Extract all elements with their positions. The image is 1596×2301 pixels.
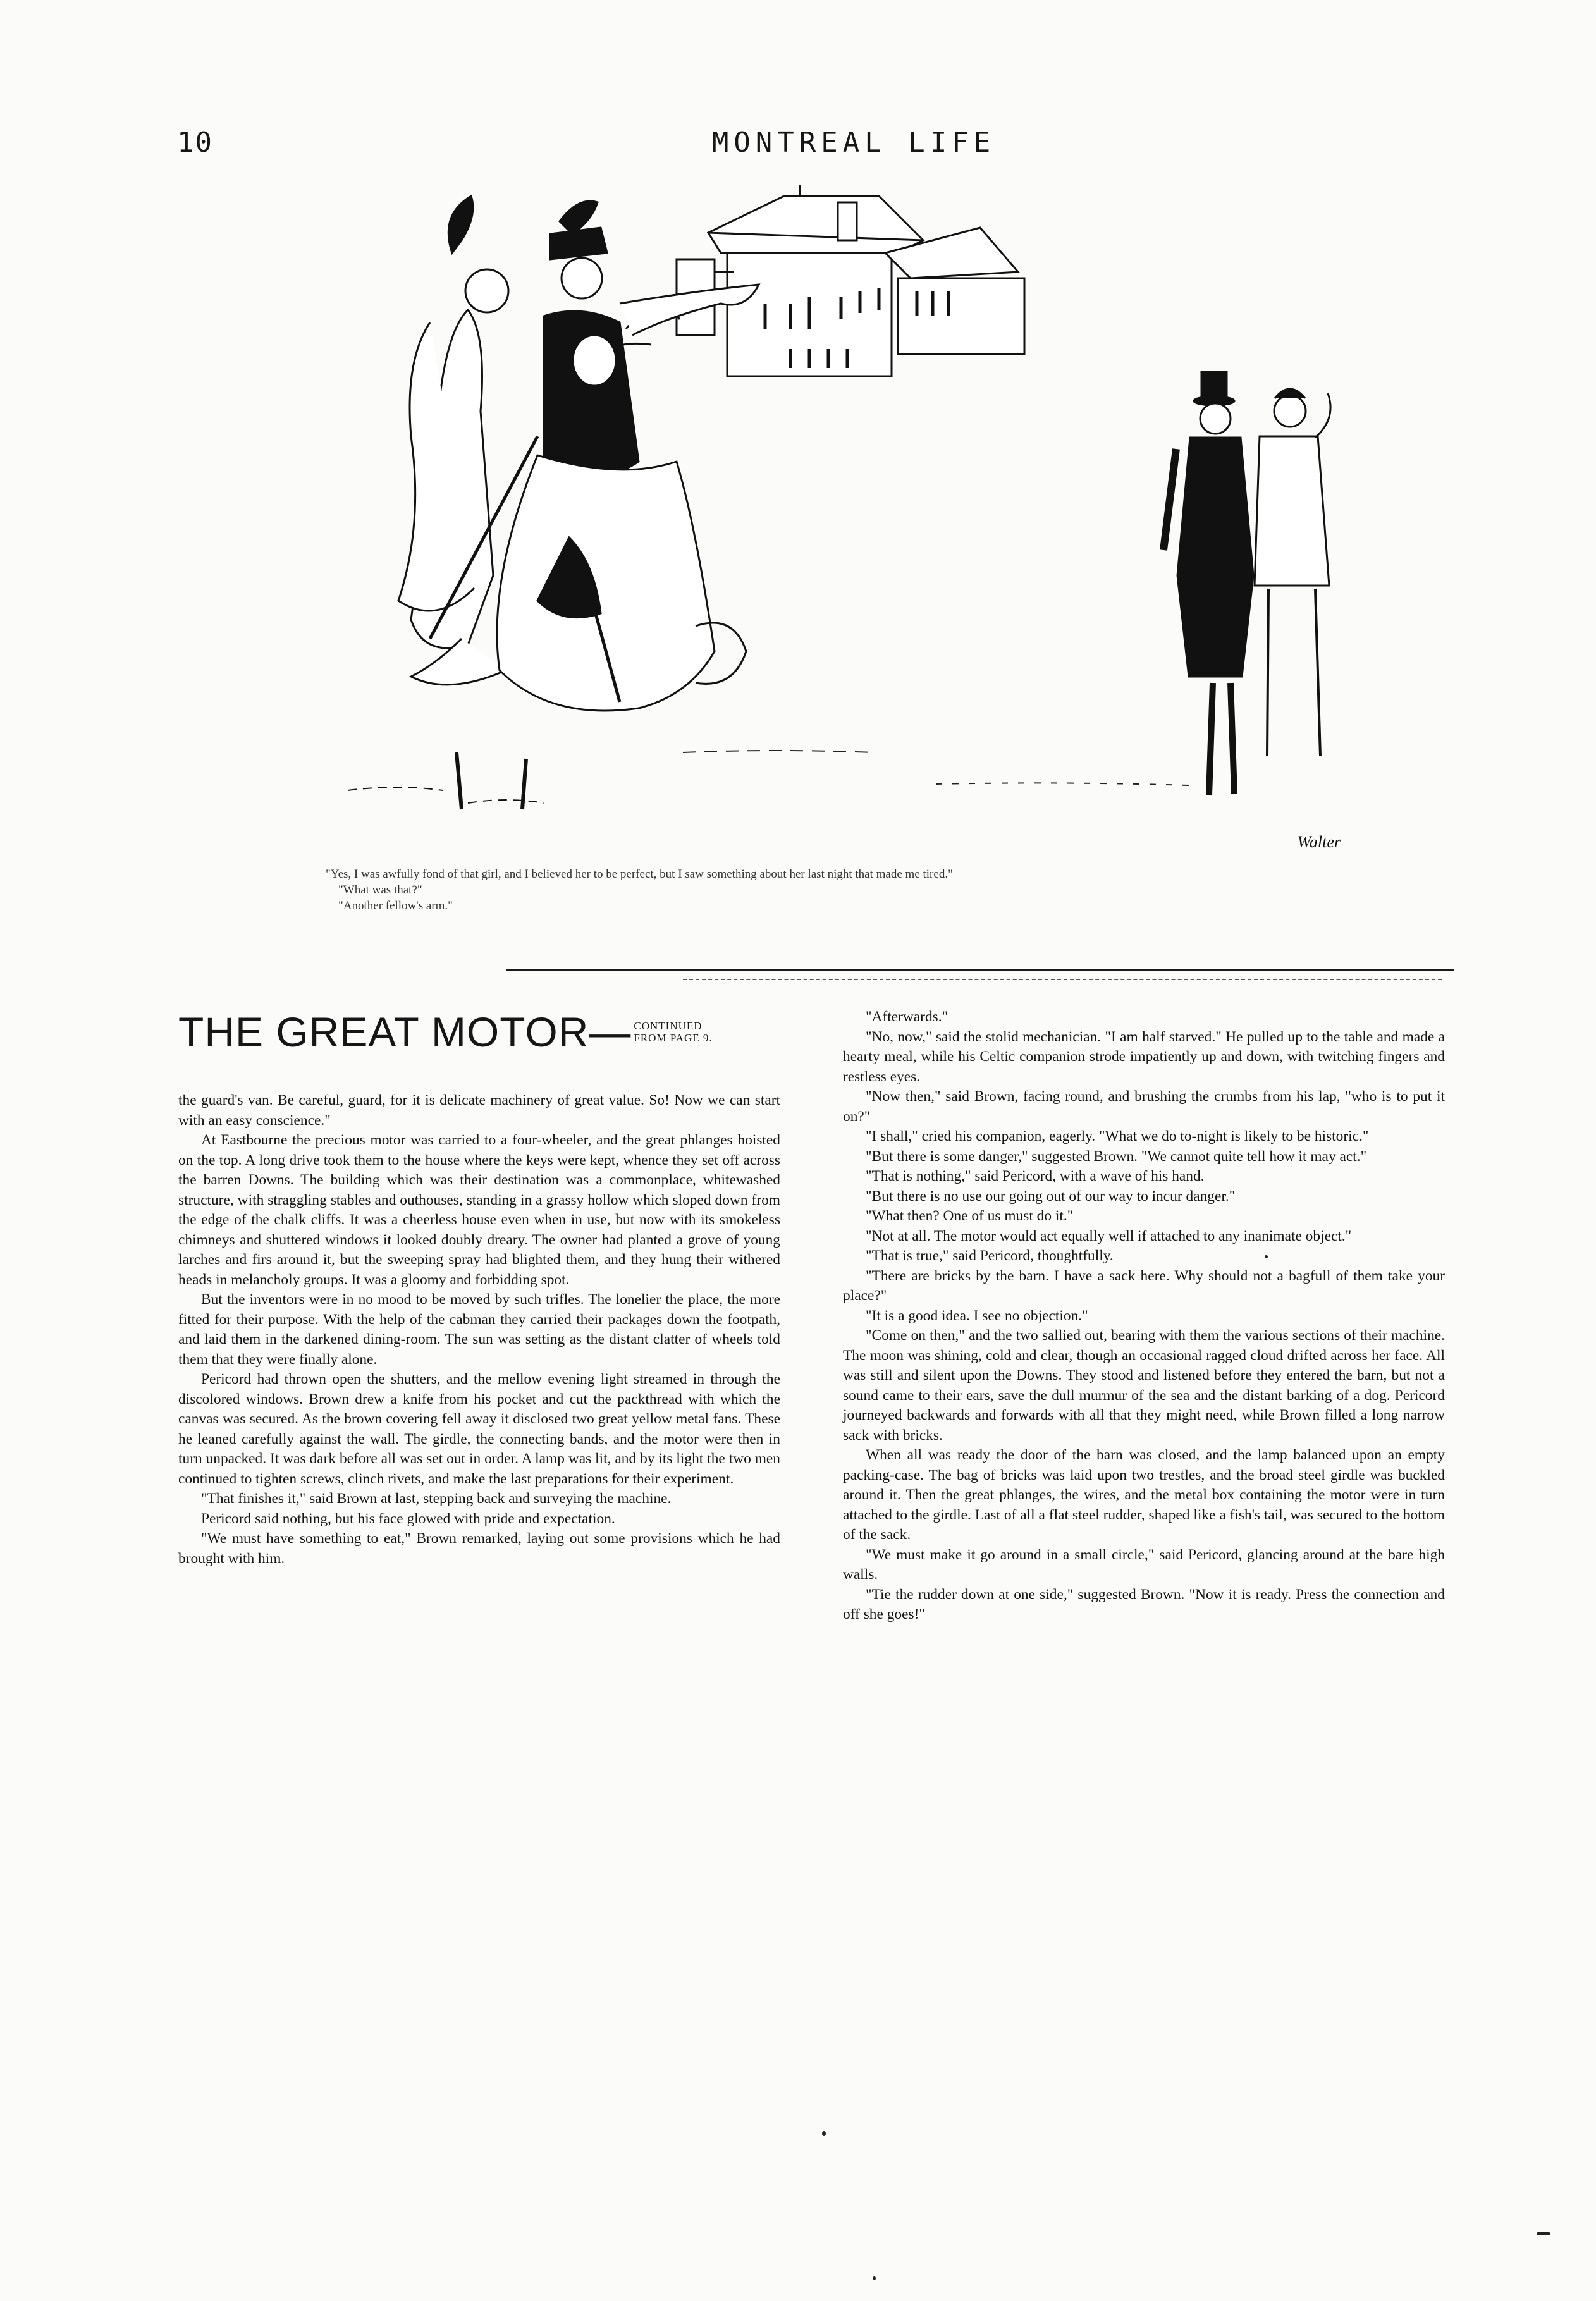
print-speck <box>1537 2232 1550 2235</box>
paragraph: Pericord had thrown open the shutters, and the mellow evening light streamed in through the discolored windows. Brown drew a knife from his pocket and cut the packthread with which the canvas was secured. As the brown covering fell away it disclosed two great yellow metal fans. These he leaned carefully against the wall. The girdle, the connecting bands, and the motor were then in turn unpacked. It was dark before all was set out in order. A lamp was lit, and by its light the two men continued to tighten screws, clinch rivets, and make the last preparations for their experiment. <box>178 1371 780 1487</box>
paragraph: When all was ready the door of the barn was closed, and the lamp balanced upon an empty packing-case. The bag of bricks was laid upon two trestles, and the broad steel girdle was buckled around it. Then the great phlanges, the wires, and the metal box containing the motor were in turn attached to the girdle. Last of all a flat steel rudder, shaped like a fish's tail, was secured to the bottom of the sack. <box>843 1447 1445 1543</box>
paragraph: "It is a good idea. I see no objection." <box>866 1307 1088 1324</box>
paragraph: "But there is no use our going out of our way to incur danger." <box>866 1187 1236 1205</box>
paragraph: "But there is some danger," suggested Brown. "We cannot quite tell how it may act." <box>866 1148 1367 1165</box>
paragraph: But the inventors were in no mood to be moved by such trifles. The lonelier the place, the more fitted for their purpose. With the help of the cabman they carried their packages down the footpath, and laid them in the darkened dining-room. The sun was setting as the distant clatter of wheels told them that they were finally alone. <box>178 1291 780 1368</box>
paragraph: "Afterwards." <box>866 1009 948 1025</box>
magazine-title: MONTREAL LIFE <box>711 126 996 159</box>
article-column-right <box>843 1007 1445 1625</box>
caption-line: "Another fellow's arm." <box>338 899 453 912</box>
illustration <box>240 183 1391 854</box>
paragraph: "Now then," said Brown, facing round, and brushing the crumbs from his lap, "who is to put it on?" <box>843 1088 1445 1125</box>
caption-line: "What was that?" <box>338 883 422 897</box>
print-speck <box>822 2131 826 2136</box>
paragraph: "That finishes it," said Brown at last, stepping back and surveying the machine. <box>201 1490 672 1507</box>
paragraph: "We must make it go around in a small circle," said Pericord, glancing around at the bare high walls. <box>843 1546 1445 1583</box>
continued-note <box>634 1020 712 1044</box>
paragraph: "Tie the rudder down at one side," suggested Brown. "Now it is ready. Press the connection and off she goes!" <box>843 1586 1445 1623</box>
paragraph: the guard's van. Be careful, guard, for it is delicate machinery of great value. So! Now we can start with an easy conscience." <box>178 1092 780 1129</box>
print-speck <box>873 2276 876 2280</box>
house-drawing <box>613 185 1024 376</box>
article-column-left <box>178 1091 780 1569</box>
paragraph: "I shall," cried his companion, eagerly. "What we do to-night is likely to be historic." <box>866 1128 1369 1144</box>
paragraph: At Eastbourne the precious motor was carried to a four-wheeler, and the great phlanges hoisted on the top. A long drive took them to the house where the keys were kept, whence they set off across the barren Downs. The building which was their destination was a commonplace, whitewashed structure, with straggling stables and outhouses, standing in a grassy hollow which sloped down from the edge of the chalk cliffs. It was a cheerless house even when in use, but now with its smokeless chimneys and shuttered windows it looked doubly dreary. The owner had planted a grove of young larches and firs around it, but the sweeping spray had blighted them, and they hung their withered heads in melancholy groups. It was a gloomy and forbidding spot. <box>178 1132 780 1288</box>
paragraph: "That is nothing," said Pericord, with a wave of his hand. <box>866 1168 1205 1184</box>
caption-line: "Yes, I was awfully fond of that girl, and I believed her to be perfect, but I saw something about her last night that made me tired." <box>326 868 953 881</box>
paragraph: "Come on then," and the two sallied out, bearing with them the various sections of their machine. The moon was shining, cold and clear, though an occasional ragged cloud drifted across her face. All was still and silent upon the Downs. They stood and listened before they entered the barn, but not a sound came to their ears, save the dull murmur of the sea and the distant barking of a dog. Pericord journeyed backwards and forwards with all that they might need, while Brown filled a long narrow sack with bricks. <box>843 1327 1445 1444</box>
artist-signature: Walter <box>1297 833 1341 851</box>
page-number: 10 <box>177 126 213 159</box>
article-title: THE GREAT MOTOR— <box>178 1008 632 1055</box>
ground-strokes <box>683 751 1189 785</box>
paragraph: "No, now," said the stolid mechanician. "I am half starved." He pulled up to the table and made a hearty meal, while his Celtic companion strode impatiently up and down, with twitching fingers and restless eyes. <box>843 1028 1445 1085</box>
illustration-caption <box>326 866 1312 914</box>
running-head <box>0 126 1596 171</box>
paragraph: "Not at all. The motor would act equally well if attached to any inanimate object." <box>866 1227 1352 1244</box>
print-speck <box>1265 1255 1268 1258</box>
section-divider-dashed <box>683 979 1442 980</box>
continued-line: FROM PAGE 9. <box>634 1031 713 1044</box>
paragraph: "That is true," said Pericord, thoughtfully. <box>866 1248 1114 1264</box>
paragraph: Pericord said nothing, but his face glowed with pride and expectation. <box>201 1510 615 1527</box>
paragraph: "There are bricks by the barn. I have a sack here. Why should not a bagfull of them take your place?" <box>843 1267 1445 1304</box>
continued-line: CONTINUED <box>634 1019 703 1032</box>
article-heading <box>178 1003 713 1057</box>
section-divider <box>506 969 1454 971</box>
paragraph: "We must have something to eat," Brown remarked, laying out some provisions which he had brought with him. <box>178 1530 780 1567</box>
two-gentlemen <box>1163 372 1330 795</box>
paragraph: "What then? One of us must do it." <box>866 1208 1074 1224</box>
